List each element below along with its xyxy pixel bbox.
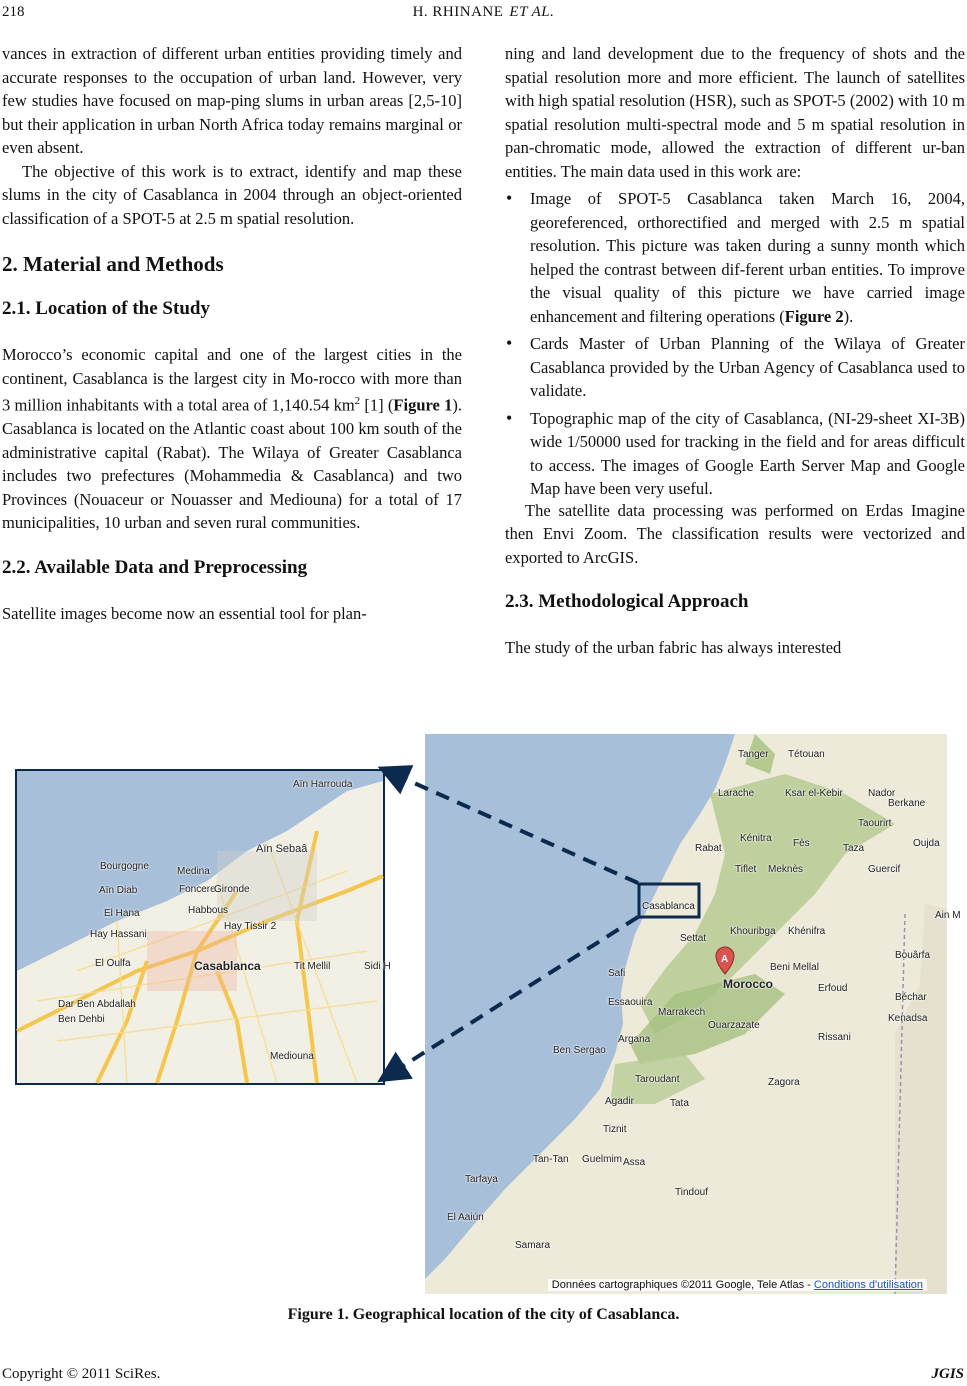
map-label-kenadsa: Kenadsa <box>888 1013 928 1024</box>
map-label-dar-ben: Dar Ben Abdallah <box>58 999 136 1010</box>
map-label-nador: Nador <box>868 788 896 799</box>
map-label-taourirt: Taourirt <box>858 818 892 829</box>
map-label-morocco: Morocco <box>723 977 774 991</box>
map-label-guelmim: Guelmim <box>582 1154 623 1165</box>
map-label-larache: Larache <box>718 788 755 799</box>
map-label-rissani: Rissani <box>818 1032 851 1043</box>
map-label-tiznit: Tiznit <box>603 1124 627 1135</box>
map-label-beni-mellal: Beni Mellal <box>770 962 819 973</box>
map-label-khouribga: Khouribga <box>730 926 776 937</box>
map-label-casablanca: Casablanca <box>194 959 261 973</box>
map-label-tan-tan: Tan-Tan <box>533 1154 569 1165</box>
map-label-ain-diab: Aïn Diab <box>99 885 138 896</box>
map-label-agadir: Agadir <box>605 1096 634 1107</box>
map-label-khenifra: Khénifra <box>788 926 826 937</box>
running-header-et-al: ET AL. <box>509 4 555 20</box>
figure-link[interactable]: Figure 2 <box>784 306 844 326</box>
map-label-argana: Argana <box>618 1034 651 1045</box>
map-label-habbous: Habbous <box>188 905 229 916</box>
map-label-foncere: Foncere <box>179 884 216 895</box>
map-label-essaouira: Essaouira <box>608 997 653 1008</box>
map-label-berkane: Berkane <box>888 798 926 809</box>
map-label-assa: Assa <box>623 1157 646 1168</box>
map-label-ben-dehbi: Ben Dehbi <box>58 1014 105 1025</box>
map-label-bouarfa: Bouârfa <box>895 950 931 961</box>
map-credit: Données cartographiques ©2011 Google, Tele Atlas - Conditions d'utilisation <box>548 1279 927 1291</box>
paragraph: ning and land development due to the frequency of shots and the spatial resolution more and more efficient. The launch of satellites with high spatial resolution (HSR), such as SPOT-5 (2002) with 10 m spatial resolution multi-spectral mode and 5 m spatial resolution in pan-chromatic mode, allowed the extraction of different ur-ban entities. The main data used in this work are: <box>505 44 965 181</box>
map-label-tit-mellil: Tit Mellil <box>294 961 331 972</box>
map-label-oujda: Oujda <box>913 838 940 849</box>
map-label-zagora: Zagora <box>768 1077 800 1088</box>
running-header-authors: H. RHINANE <box>412 4 504 20</box>
map-label-ain-sebaa: Aïn Sebaâ <box>256 843 308 855</box>
figure-link[interactable]: Figure 1 <box>393 395 453 415</box>
list-item: • Topographic map of the city of Casablanca, (NI-29-sheet XI-3B) wide 1/50000 used for tracking in the field and for areas difficult to access. The images of Google Earth Server Map and Google Map have been very useful. <box>505 407 965 501</box>
section-heading: 2. Material and Methods <box>2 252 224 276</box>
map-label-meknes: Meknès <box>768 864 804 875</box>
map-label-fes: Fès <box>793 838 810 849</box>
paragraph: The objective of this work is to extract, identify and map these slums in the city of Casablanca in 2004 through an object-oriented classification of a SPOT-5 at 2.5 m spatial resolution. <box>2 161 462 228</box>
map-label-ain-m: Ain M <box>935 910 961 921</box>
terms-link[interactable]: Conditions d'utilisation <box>813 1279 923 1291</box>
map-label-el-hana: El Hana <box>104 908 140 919</box>
map-label-ain-harrouda: Aïn Harrouda <box>293 779 353 790</box>
map-label-hay-tissir: Hay Tissir 2 <box>224 921 277 932</box>
map-label-bourgogne: Bourgogne <box>100 861 149 872</box>
figure-caption: Figure 1. Geographical location of the city of Casablanca. <box>287 1306 680 1323</box>
map-label-el-oulfa: El Oulfa <box>95 958 131 969</box>
map-label-tata: Tata <box>670 1098 689 1109</box>
list-item: • Cards Master of Urban Planning of the Wilaya of Greater Casablanca provided by the Urban Agency of Casablanca used to validate. <box>505 332 965 403</box>
map-label-errachidia: Erfoud <box>818 983 848 994</box>
map-label-rabat: Rabat <box>695 843 722 854</box>
paragraph: The satellite data processing was performed on Erdas Imagine then Envi Zoom. The classification results were vectorized and exported to ArcGIS. <box>505 500 965 567</box>
map-label-taroudant: Taroudant <box>635 1074 680 1085</box>
map-label-tanger: Tanger <box>738 749 769 760</box>
journal-abbrev: JGIS <box>931 1366 964 1382</box>
map-label-ouarzazate: Ouarzazate <box>708 1020 760 1031</box>
list-item: • Image of SPOT-5 Casablanca taken March 16, 2004, georeferenced, orthorectified and merged with 2.5 m spatial resolution. This picture was taken during a sunny month which helped the contrast between dif-ferent urban entities. To improve the visual quality of this picture we have carried image enhancement and filtering operations (Figure 2). <box>505 187 965 328</box>
map-label-mediouna: Mediouna <box>270 1051 314 1062</box>
subsection-heading: 2.2. Available Data and Preprocessing <box>2 556 308 578</box>
map-label-kenitra: Kénitra <box>740 833 772 844</box>
map-label-samara: Samara <box>515 1240 551 1251</box>
paragraph: The study of the urban fabric has always interested <box>505 638 842 657</box>
map-label-tiflet: Tiflet <box>735 864 757 875</box>
copyright-footer: Copyright © 2011 SciRes. <box>2 1366 161 1382</box>
page-number: 218 <box>2 4 25 20</box>
map-label-settat: Settat <box>680 933 707 944</box>
map-label-safi: Safi <box>608 968 626 979</box>
map-label-sidi-h: Sidi H <box>364 961 391 972</box>
map-label-el-aaiun: El Aaiún <box>447 1212 484 1223</box>
svg-text:A: A <box>721 954 729 965</box>
map-label-tetouan: Tétouan <box>788 749 825 760</box>
subsection-heading: 2.1. Location of the Study <box>2 298 210 319</box>
map-label-hay-hassani: Hay Hassani <box>90 929 147 940</box>
map-label-marrakech: Marrakech <box>658 1007 706 1018</box>
map-label-tindouf: Tindouf <box>675 1187 708 1198</box>
map-label-taza: Taza <box>843 843 865 854</box>
map-label-ben-sergao: Ben Sergao <box>553 1045 606 1056</box>
map-label-gironde: Gironde <box>214 884 250 895</box>
paragraph: Morocco’s economic capital and one of the largest cities in the continent, Casablanca is the largest city in Mo-rocco with more than 3 million inhabitants with a total area of 1,140.54 $km^2$ [1] (Figure 1). Casablanca is located on the Atlantic coast about 100 km south of the administrative capital (Rabat). The Wilaya of Greater Casablanca includes two prefectures (Mohammedia & Casablanca) and two Provinces (Nouaceur or Nouasser and Mediouna) for a total of 17 municipalities, 10 urban and seven rural communities. <box>2 345 462 532</box>
map-label-ksar: Ksar el-Kebir <box>785 788 843 799</box>
map-label-tarfaya: Tarfaya <box>465 1174 498 1185</box>
paragraph: vances in extraction of different urban entities providing timely and accurate responses to the occupation of urban land. However, very few studies have focused on map-ping slums in urban areas [2,5-10] but their application in urban North Africa today remains marginal or even absent. <box>2 44 462 157</box>
map-label-bechar: Béchar <box>895 992 927 1003</box>
subsection-heading: 2.3. Methodological Approach <box>505 591 749 612</box>
map-label-guercif: Guercif <box>868 864 901 875</box>
paragraph: Satellite images become now an essential tool for plan- <box>2 603 367 623</box>
map-label-casablanca: Casablanca <box>642 901 695 912</box>
map-label-medina: Medina <box>177 866 210 877</box>
